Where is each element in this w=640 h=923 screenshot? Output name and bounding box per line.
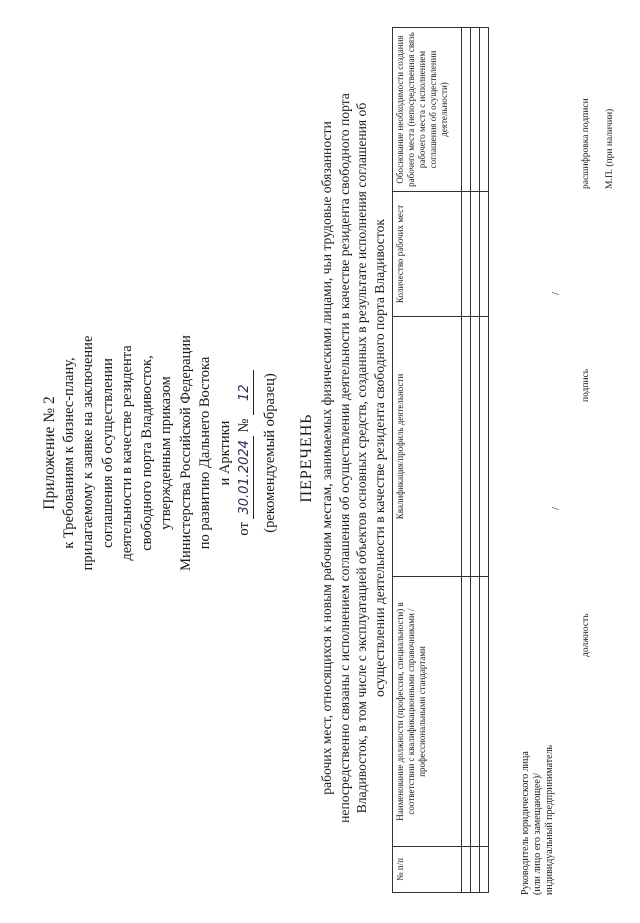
signature-block: [520, 15, 630, 895]
position-label: должность: [581, 613, 591, 657]
column-header-qualification: Квалификация/профиль деятельности: [393, 317, 462, 577]
separator: /: [550, 291, 562, 295]
column-header-count: Количество рабочих мест: [393, 192, 462, 317]
order-date-line: [235, 273, 255, 633]
appendix-line: Министерства Российской Федерации: [177, 335, 194, 571]
column-header-number: № п/п: [393, 847, 462, 893]
sample-note: (рекомендуемый образец): [261, 373, 278, 533]
signatory-label: [520, 695, 556, 895]
decoding-label: расшифровка подписи: [581, 98, 591, 189]
column-header-justification: Обоснование необходимости создания рабочего места (непосредственная связь рабочего места с исполнением соглашения об осуществлении деятельности): [393, 28, 462, 192]
table-header-row: [393, 28, 462, 893]
document-title: ПЕРЕЧЕНЬ: [298, 413, 315, 503]
number-prefix: №: [236, 418, 252, 433]
signature-label: подпись: [581, 368, 591, 402]
appendix-line: по развитию Дальнего Востока: [197, 356, 213, 550]
appendix-line: деятельности в качестве резидента: [119, 345, 135, 561]
order-date: 30.01.2024: [237, 436, 254, 518]
appendix-line: к Требованиям к бизнес-плану,: [60, 357, 77, 549]
date-prefix: от: [236, 522, 252, 536]
table-row: [480, 28, 489, 893]
separator: /: [550, 506, 562, 510]
document-heading: [298, 73, 388, 843]
order-number: 12: [237, 370, 254, 415]
column-header-position: Наименование должности (профессии, специальности) в соответствии с квалификационными справочниками / профессиональными стандартами: [393, 577, 462, 847]
appendix-title: Приложение № 2: [41, 396, 58, 510]
signatory-line: (или лицо его замещающее)/: [532, 773, 543, 895]
workplaces-table: [392, 27, 489, 893]
table-row: [471, 28, 480, 893]
appendix-line: утвержденным приказом: [158, 376, 174, 530]
appendix-line: прилагаемому к заявке на заключение: [80, 335, 96, 571]
document-description: рабочих мест, относящихся к новым рабочим местам, занимаемых физическими лицами, чьи трудовые обязанности непосредственно связаны с исполнением соглашения об осуществлении деятельности в качестве резидента свободного порта Владивосток, в том числе с эксплуатацией объектов основных средств, созданных в результате исполнения соглашения об осуществлении деятельности в качестве резидента свободного порта Владивосток: [319, 93, 387, 823]
appendix-line: свободного порта Владивосток,: [138, 355, 155, 551]
seal-label: М.П. (при наличии): [605, 108, 615, 189]
signatory-line: индивидуальный предприниматель: [544, 744, 555, 895]
table-row: [462, 28, 471, 893]
appendix-block: [40, 273, 280, 633]
signatory-line: Руководитель юридического лица: [520, 751, 531, 895]
appendix-line: соглашения об осуществлении: [99, 358, 116, 548]
appendix-line: и Арктики: [216, 420, 233, 486]
